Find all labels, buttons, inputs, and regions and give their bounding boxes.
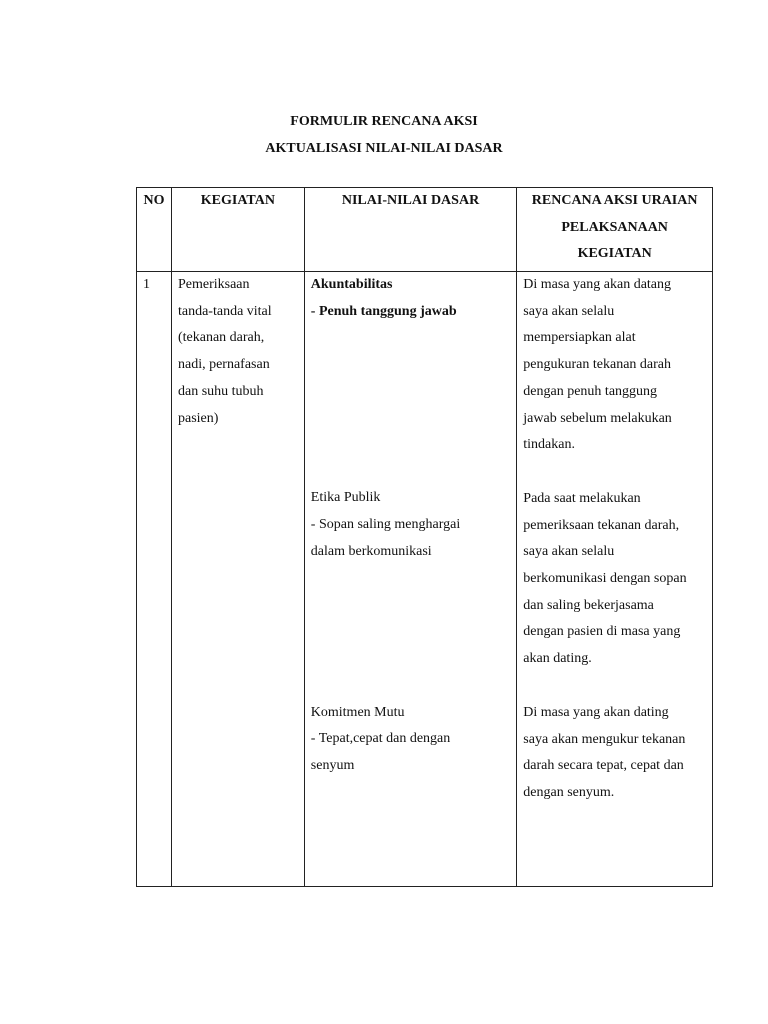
cell-nilai (304, 272, 517, 887)
rencana-line: saya akan selalu (523, 303, 615, 319)
cell-no: 1 (137, 272, 172, 887)
header-rencana-line-1: RENCANA AKSI URAIAN (531, 193, 698, 208)
spacer (523, 459, 706, 486)
rencana-line: saya akan mengukur tekanan (523, 731, 686, 747)
header-nilai: NILAI-NILAI DASAR (304, 188, 517, 272)
spacer (523, 673, 706, 700)
nilai-name: Etika Publik (310, 490, 381, 506)
cell-rencana (517, 272, 713, 887)
kegiatan-line: nadi, pernafasan (177, 357, 270, 373)
nilai-name: Komitmen Mutu (310, 704, 405, 720)
header-rencana-line-2: PELAKSANAAN (561, 219, 668, 235)
rencana-line: Di masa yang akan dating (523, 704, 669, 720)
nilai-detail: - Sopan saling menghargai (310, 517, 461, 533)
rencana-line: dengan penuh tanggung (523, 383, 658, 399)
kegiatan-line: Pemeriksaan (177, 277, 250, 292)
rencana-paragraph-2 (523, 486, 706, 673)
kegiatan-line: (tekanan darah, (177, 330, 265, 346)
nilai-komitmen-mutu (311, 700, 511, 780)
rencana-line: saya akan selalu (523, 544, 615, 560)
rencana-line: jawab sebelum melakukan (523, 410, 672, 426)
rencana-paragraph-3 (523, 700, 706, 807)
spacer (311, 566, 511, 700)
table-header-row (137, 188, 713, 272)
rencana-line: darah secara tepat, cepat dan (523, 758, 684, 774)
header-rencana-line-3: KEGIATAN (577, 246, 652, 262)
rencana-line: dengan pasien di masa yang (523, 624, 681, 640)
rencana-line: berkomunikasi dengan sopan (523, 571, 687, 587)
kegiatan-line: tanda-tanda vital (177, 303, 272, 319)
title-line-1: FORMULIR RENCANA AKSI (290, 114, 478, 129)
kegiatan-line: pasien) (177, 410, 219, 426)
rencana-line: mempersiapkan alat (523, 330, 636, 346)
rencana-line: Pada saat melakukan (523, 490, 641, 506)
kegiatan-line: dan suhu tubuh (177, 383, 264, 399)
header-kegiatan: KEGIATAN (171, 188, 304, 272)
rencana-line: akan dating. (523, 651, 592, 667)
document-title (0, 108, 768, 162)
rencana-line: Di masa yang akan datang (523, 277, 672, 292)
nilai-detail: - Penuh tanggung jawab (310, 303, 457, 319)
rencana-line: tindakan. (523, 437, 575, 453)
rencana-line: dengan senyum. (523, 784, 615, 800)
cell-kegiatan (171, 272, 304, 887)
header-rencana (517, 188, 713, 272)
nilai-detail: - Tepat,cepat dan dengan (310, 731, 451, 747)
rencana-line: pemeriksaan tekanan darah, (523, 517, 680, 533)
rencana-paragraph-1 (523, 272, 706, 459)
nilai-akuntabilitas (311, 272, 511, 325)
header-no: NO (137, 188, 172, 272)
rencana-line: pengukuran tekanan darah (523, 357, 671, 373)
spacer (311, 325, 511, 485)
nilai-detail: dalam berkomunikasi (310, 543, 432, 559)
action-plan-table (136, 187, 713, 887)
nilai-detail: senyum (310, 757, 355, 773)
nilai-name: Akuntabilitas (310, 277, 393, 292)
rencana-line: dan saling bekerjasama (523, 597, 654, 613)
table-row (137, 272, 713, 887)
title-line-2: AKTUALISASI NILAI-NILAI DASAR (265, 141, 503, 156)
nilai-etika-publik (311, 485, 511, 565)
